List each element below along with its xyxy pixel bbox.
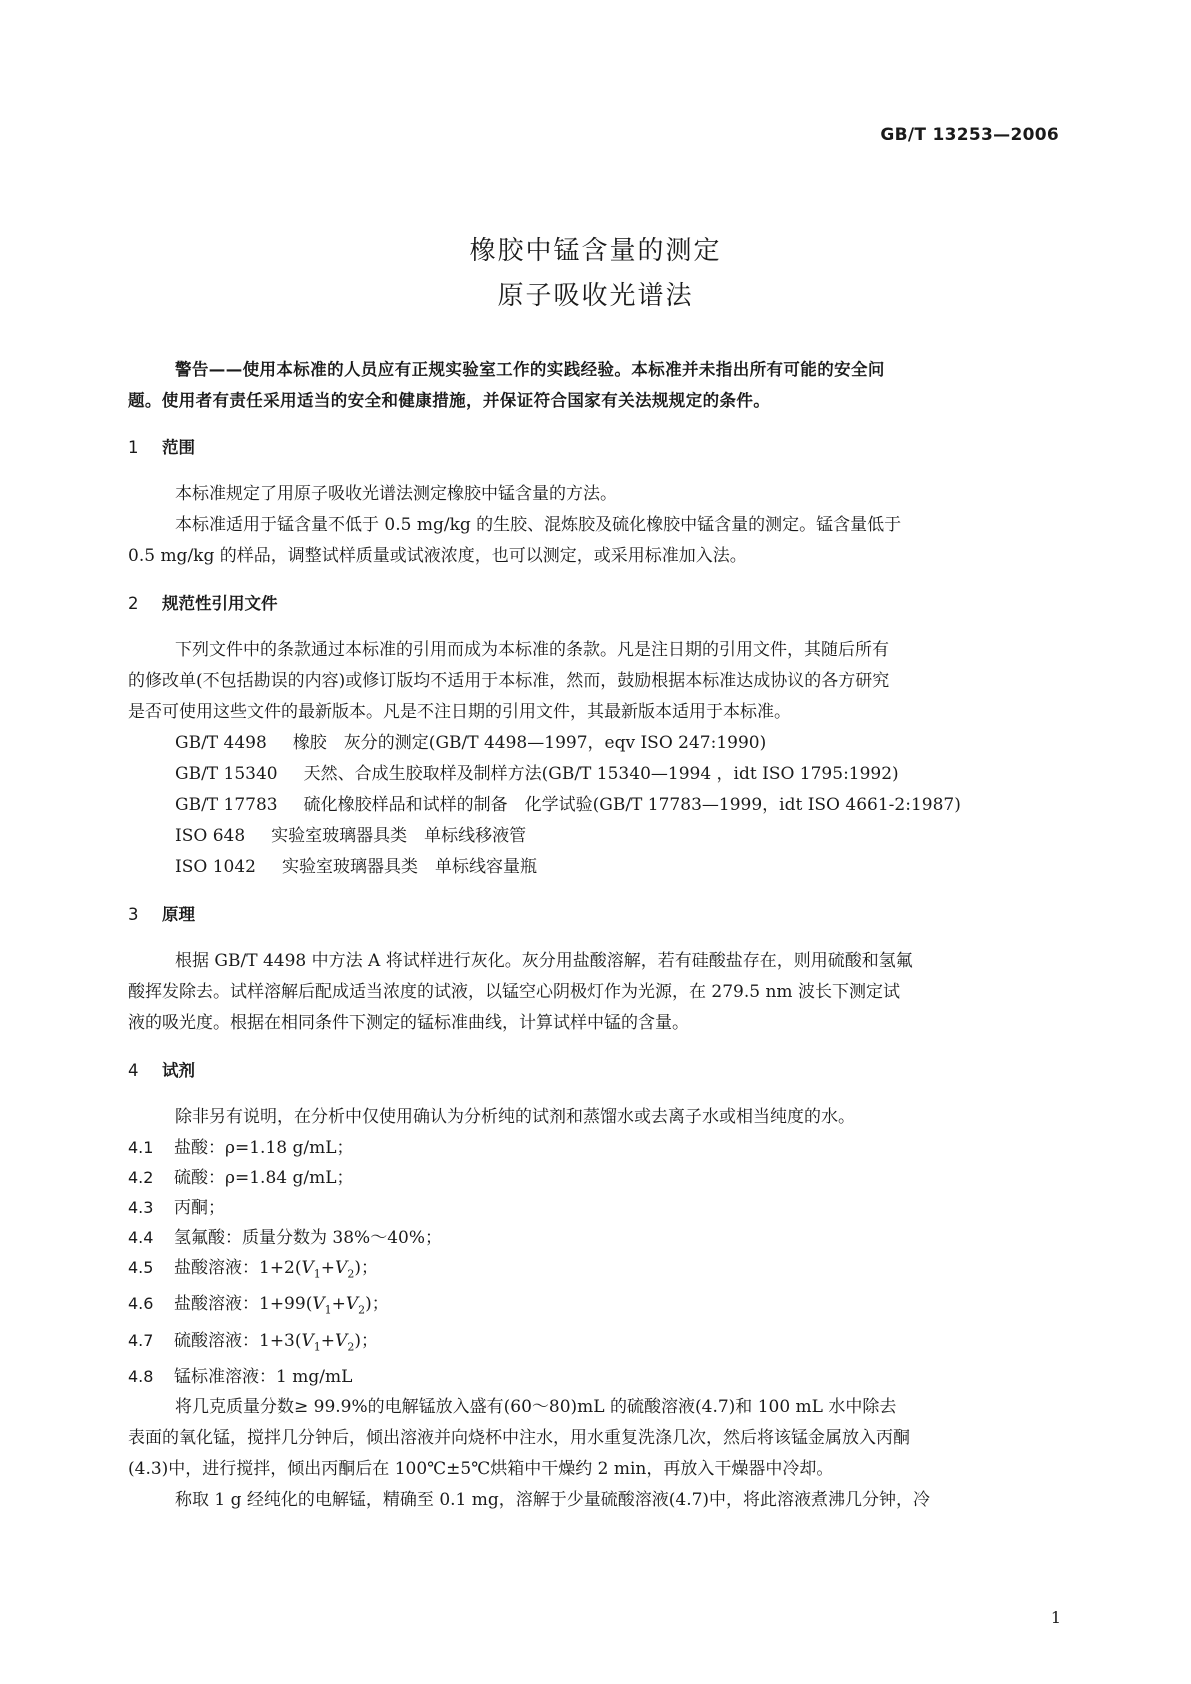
reagent-item: [128, 1133, 1062, 1163]
reference-code: GB/T 15340: [175, 764, 278, 784]
page-number: 1: [1050, 1608, 1061, 1627]
reference-item: [128, 728, 1062, 759]
reagent-item: [128, 1223, 1062, 1253]
volume-subscript: 2: [358, 1303, 366, 1317]
item-text: [174, 1294, 389, 1317]
section-title: 规范性引用文件: [162, 594, 278, 613]
section-heading-principle: [128, 899, 1062, 930]
section-heading-references: [128, 588, 1062, 619]
document-subtitle: 原子吸收光谱法: [497, 281, 694, 311]
item-text: 锰标准溶液：1 mg/mL: [174, 1367, 353, 1388]
paragraph: 下列文件中的条款通过本标准的引用而成为本标准的条款。凡是注日期的引用文件，其随后所有: [175, 640, 889, 660]
paragraph: 0.5 mg/kg 的样品，调整试样质量或试液浓度，也可以测定，或采用标准加入法。: [128, 546, 747, 566]
section-number: 4: [128, 1061, 139, 1080]
volume-symbol: V: [345, 1294, 359, 1315]
paragraph: 除非另有说明，在分析中仅使用确认为分析纯的试剂和蒸馏水或去离子水或相当纯度的水。: [175, 1107, 855, 1127]
reagent-item: [128, 1193, 1062, 1223]
paragraph: 表面的氧化锰，搅拌几分钟后，倾出溶液并向烧杯中注水，用水重复洗涤几次，然后将该锰金属放入丙酮: [128, 1428, 910, 1449]
volume-subscript: 1: [313, 1340, 321, 1354]
reference-item: [128, 821, 1062, 852]
volume-symbol: V: [312, 1294, 325, 1315]
item-text: 丙酮；: [174, 1198, 225, 1218]
reference-code: ISO 1042: [175, 857, 256, 877]
plus-sign: +: [320, 1330, 336, 1351]
reagent-item: [128, 1326, 1062, 1362]
paragraph: 酸挥发除去。试样溶解后配成适当浓度的试液，以锰空心阴极灯作为光源，在 279.5 nm 波长下测定试: [128, 982, 900, 1002]
item-number: 4.3: [128, 1198, 154, 1217]
volume-subscript: 2: [347, 1267, 355, 1281]
paragraph: 的修改单(不包括勘误的内容)或修订版均不适用于本标准，然而，鼓励根据本标准达成协议的各方研究: [128, 671, 890, 691]
plus-sign: +: [331, 1294, 346, 1315]
reference-text: 天然、合成生胶取样及制样方法(GB/T 15340—1994 ，idt ISO 1795:1992): [303, 764, 899, 784]
reagent-item: [128, 1253, 1062, 1289]
reference-text: 实验室玻璃器具类 单标线移液管: [271, 826, 527, 846]
volume-symbol: V: [301, 1258, 314, 1278]
reference-text: 橡胶 灰分的测定(GB/T 4498—1997，eqv ISO 247:1990): [292, 733, 767, 753]
document-body: [128, 354, 1062, 1516]
item-text: 硫酸：ρ=1.84 g/mL；: [174, 1168, 354, 1188]
item-text: 盐酸：ρ=1.18 g/mL；: [174, 1138, 354, 1158]
section-number: 3: [128, 905, 139, 924]
reference-text: 实验室玻璃器具类 单标线容量瓶: [281, 857, 537, 877]
item-number: 4.4: [128, 1228, 154, 1247]
reference-code: GB/T 17783: [175, 795, 278, 815]
item-number: 4.2: [128, 1168, 154, 1187]
section-title: 范围: [162, 438, 195, 457]
reference-list: [128, 728, 1062, 883]
item-text: [174, 1258, 378, 1281]
warning-line: 警告——使用本标准的人员应有正规实验室工作的实践经验。本标准并未指出所有可能的安全问: [175, 360, 885, 379]
reference-text: 硫化橡胶样品和试样的制备 化学试验(GB/T 17783—1999，idt ISO 4661-2:1987): [303, 795, 961, 815]
plus-sign: +: [320, 1258, 336, 1278]
item-text-suffix: )；: [365, 1294, 389, 1315]
item-number: 4.5: [128, 1258, 154, 1277]
item-number: 4.6: [128, 1294, 154, 1314]
paragraph: 称取 1 g 经纯化的电解锰，精确至 0.1 mg，溶解于少量硫酸溶液(4.7)中，将此溶液煮沸几分钟，冷: [175, 1490, 931, 1511]
reference-item: [128, 759, 1062, 790]
paragraph: 本标准规定了用原子吸收光谱法测定橡胶中锰含量的方法。: [175, 484, 617, 504]
section-title: 原理: [162, 905, 195, 924]
volume-subscript: 1: [313, 1267, 321, 1281]
reference-item: [128, 852, 1062, 883]
item-text-prefix: 盐酸溶液：1+2(: [174, 1258, 302, 1278]
reference-code: ISO 648: [175, 826, 246, 846]
reference-item: [128, 790, 1062, 821]
paragraph: 将几克质量分数≥ 99.9%的电解锰放入盛有(60～80)mL 的硫酸溶液(4.7)和 100 mL 水中除去: [175, 1397, 897, 1418]
item-number: 4.1: [128, 1138, 154, 1157]
item-text-prefix: 硫酸溶液：1+3(: [174, 1330, 302, 1351]
item-text: [174, 1330, 378, 1354]
paragraph: 本标准适用于锰含量不低于 0.5 mg/kg 的生胶、混炼胶及硫化橡胶中锰含量的测定。锰含量低于: [175, 515, 902, 535]
paragraph: 根据 GB/T 4498 中方法 A 将试样进行灰化。灰分用盐酸溶解，若有硅酸盐存在，则用硫酸和氢氟: [175, 951, 913, 971]
section-number: 1: [128, 438, 139, 457]
reagent-item: [128, 1163, 1062, 1193]
item-number: 4.8: [128, 1367, 154, 1387]
reagent-list: [128, 1133, 1062, 1392]
reagent-item: [128, 1289, 1062, 1325]
section-heading-reagents: [128, 1055, 1062, 1086]
reagent-item: [128, 1362, 1062, 1392]
volume-subscript: 2: [347, 1340, 355, 1354]
volume-symbol: V: [335, 1330, 348, 1351]
item-text: 氢氟酸：质量分数为 38%～40%；: [174, 1228, 442, 1248]
volume-symbol: V: [301, 1330, 314, 1351]
warning-block: [128, 354, 1062, 416]
reference-code: GB/T 4498: [175, 733, 267, 753]
paragraph: (4.3)中，进行搅拌，倾出丙酮后在 100℃±5℃烘箱中干燥约 2 min，再放入干燥器中冷却。: [128, 1459, 834, 1480]
section-heading-scope: [128, 432, 1062, 463]
volume-symbol: V: [335, 1258, 348, 1278]
standard-code: GB/T 13253—2006: [880, 125, 1059, 145]
paragraph: 液的吸光度。根据在相同条件下测定的锰标准曲线，计算试样中锰的含量。: [128, 1013, 689, 1033]
volume-subscript: 1: [324, 1303, 332, 1317]
document-title: 橡胶中锰含量的测定: [469, 236, 722, 266]
item-text-suffix: )；: [354, 1330, 378, 1351]
item-text-suffix: )；: [354, 1258, 378, 1278]
section-title: 试剂: [162, 1061, 195, 1080]
section-number: 2: [128, 594, 139, 613]
warning-line: 题。使用者有责任采用适当的安全和健康措施，并保证符合国家有关法规规定的条件。: [128, 391, 771, 410]
paragraph: 是否可使用这些文件的最新版本。凡是不注日期的引用文件，其最新版本适用于本标准。: [128, 702, 791, 722]
item-text-prefix: 盐酸溶液：1+99(: [174, 1294, 313, 1315]
item-number: 4.7: [128, 1330, 154, 1350]
